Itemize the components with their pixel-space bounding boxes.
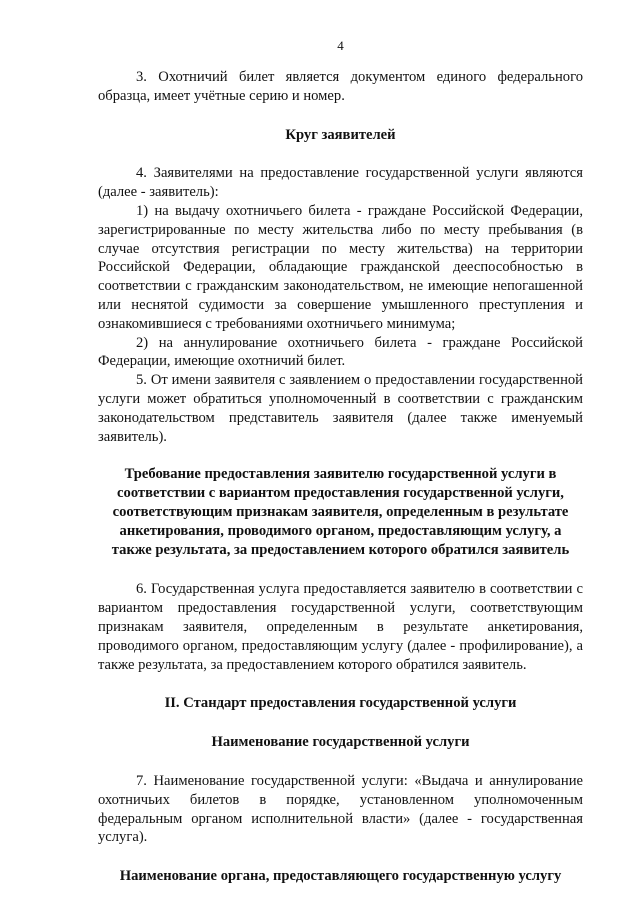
heading-requirement: Требование предоставления заявителю государственной услуги в соответствии с вариантом предоставления государственной услуги, соответствующим признакам заявителя, определенным в результате анкетирования, проводимого органом, предоставляющим услугу, а также результата, за предоставлением которого обратился заявитель	[111, 466, 570, 558]
heading-section-2: II. Стандарт предоставления государственной услуги	[164, 695, 517, 712]
heading-applicants: Круг заявителей	[285, 126, 396, 143]
paragraph-4: 4. Заявителями на предоставление государственной услуги являются (далее - заявитель):	[98, 165, 583, 201]
paragraph-3: 3. Охотничий билет является документом единого федерального образца, имеет учётные серию и номер.	[98, 69, 583, 104]
page-number: 4	[337, 38, 344, 53]
paragraph-5: 5. От имени заявителя с заявлением о предоставлении государственной услуги может обратиться уполномоченный в соответствии с гражданским законодательством представитель заявителя (далее также именуемый заявитель).	[98, 372, 583, 445]
paragraph-4-1: 1) на выдачу охотничьего билета - граждане Российской Федерации, зарегистрированные по месту жительства либо по месту пребывания (в случае отсутствия регистрации по месту жительства) на территории Российской Федерации, обладающие гражданской дееспособностью в соответствии с гражданским законодательством, не имеющие непогашенной или неснятой судимости за совершение умышленного преступления и ознакомившиеся с требованиями охотничьего минимума;	[98, 202, 583, 332]
heading-service-name: Наименование государственной услуги	[211, 734, 470, 751]
document-body	[98, 68, 583, 886]
paragraph-7: 7. Наименование государственной услуги: «Выдача и аннулирование охотничьих билетов в порядке, установленном уполномоченным федеральным органом исполнительной власти» (далее - государственная услуга).	[98, 772, 583, 846]
paragraph-4-2: 2) на аннулирование охотничьего билета - граждане Российской Федерации, имеющие охотничий билет.	[98, 334, 583, 370]
heading-authority-name: Наименование органа, предоставляющего государственную услугу	[119, 868, 562, 885]
paragraph-6: 6. Государственная услуга предоставляется заявителю в соответствии с вариантом предоставления государственной услуги, соответствующим признакам заявителя, определенным в результате анкетирования, проводимого органом, предоставляющим услугу (далее - профилирование), а также результата, за предоставлением которого обратился заявитель.	[98, 581, 583, 673]
